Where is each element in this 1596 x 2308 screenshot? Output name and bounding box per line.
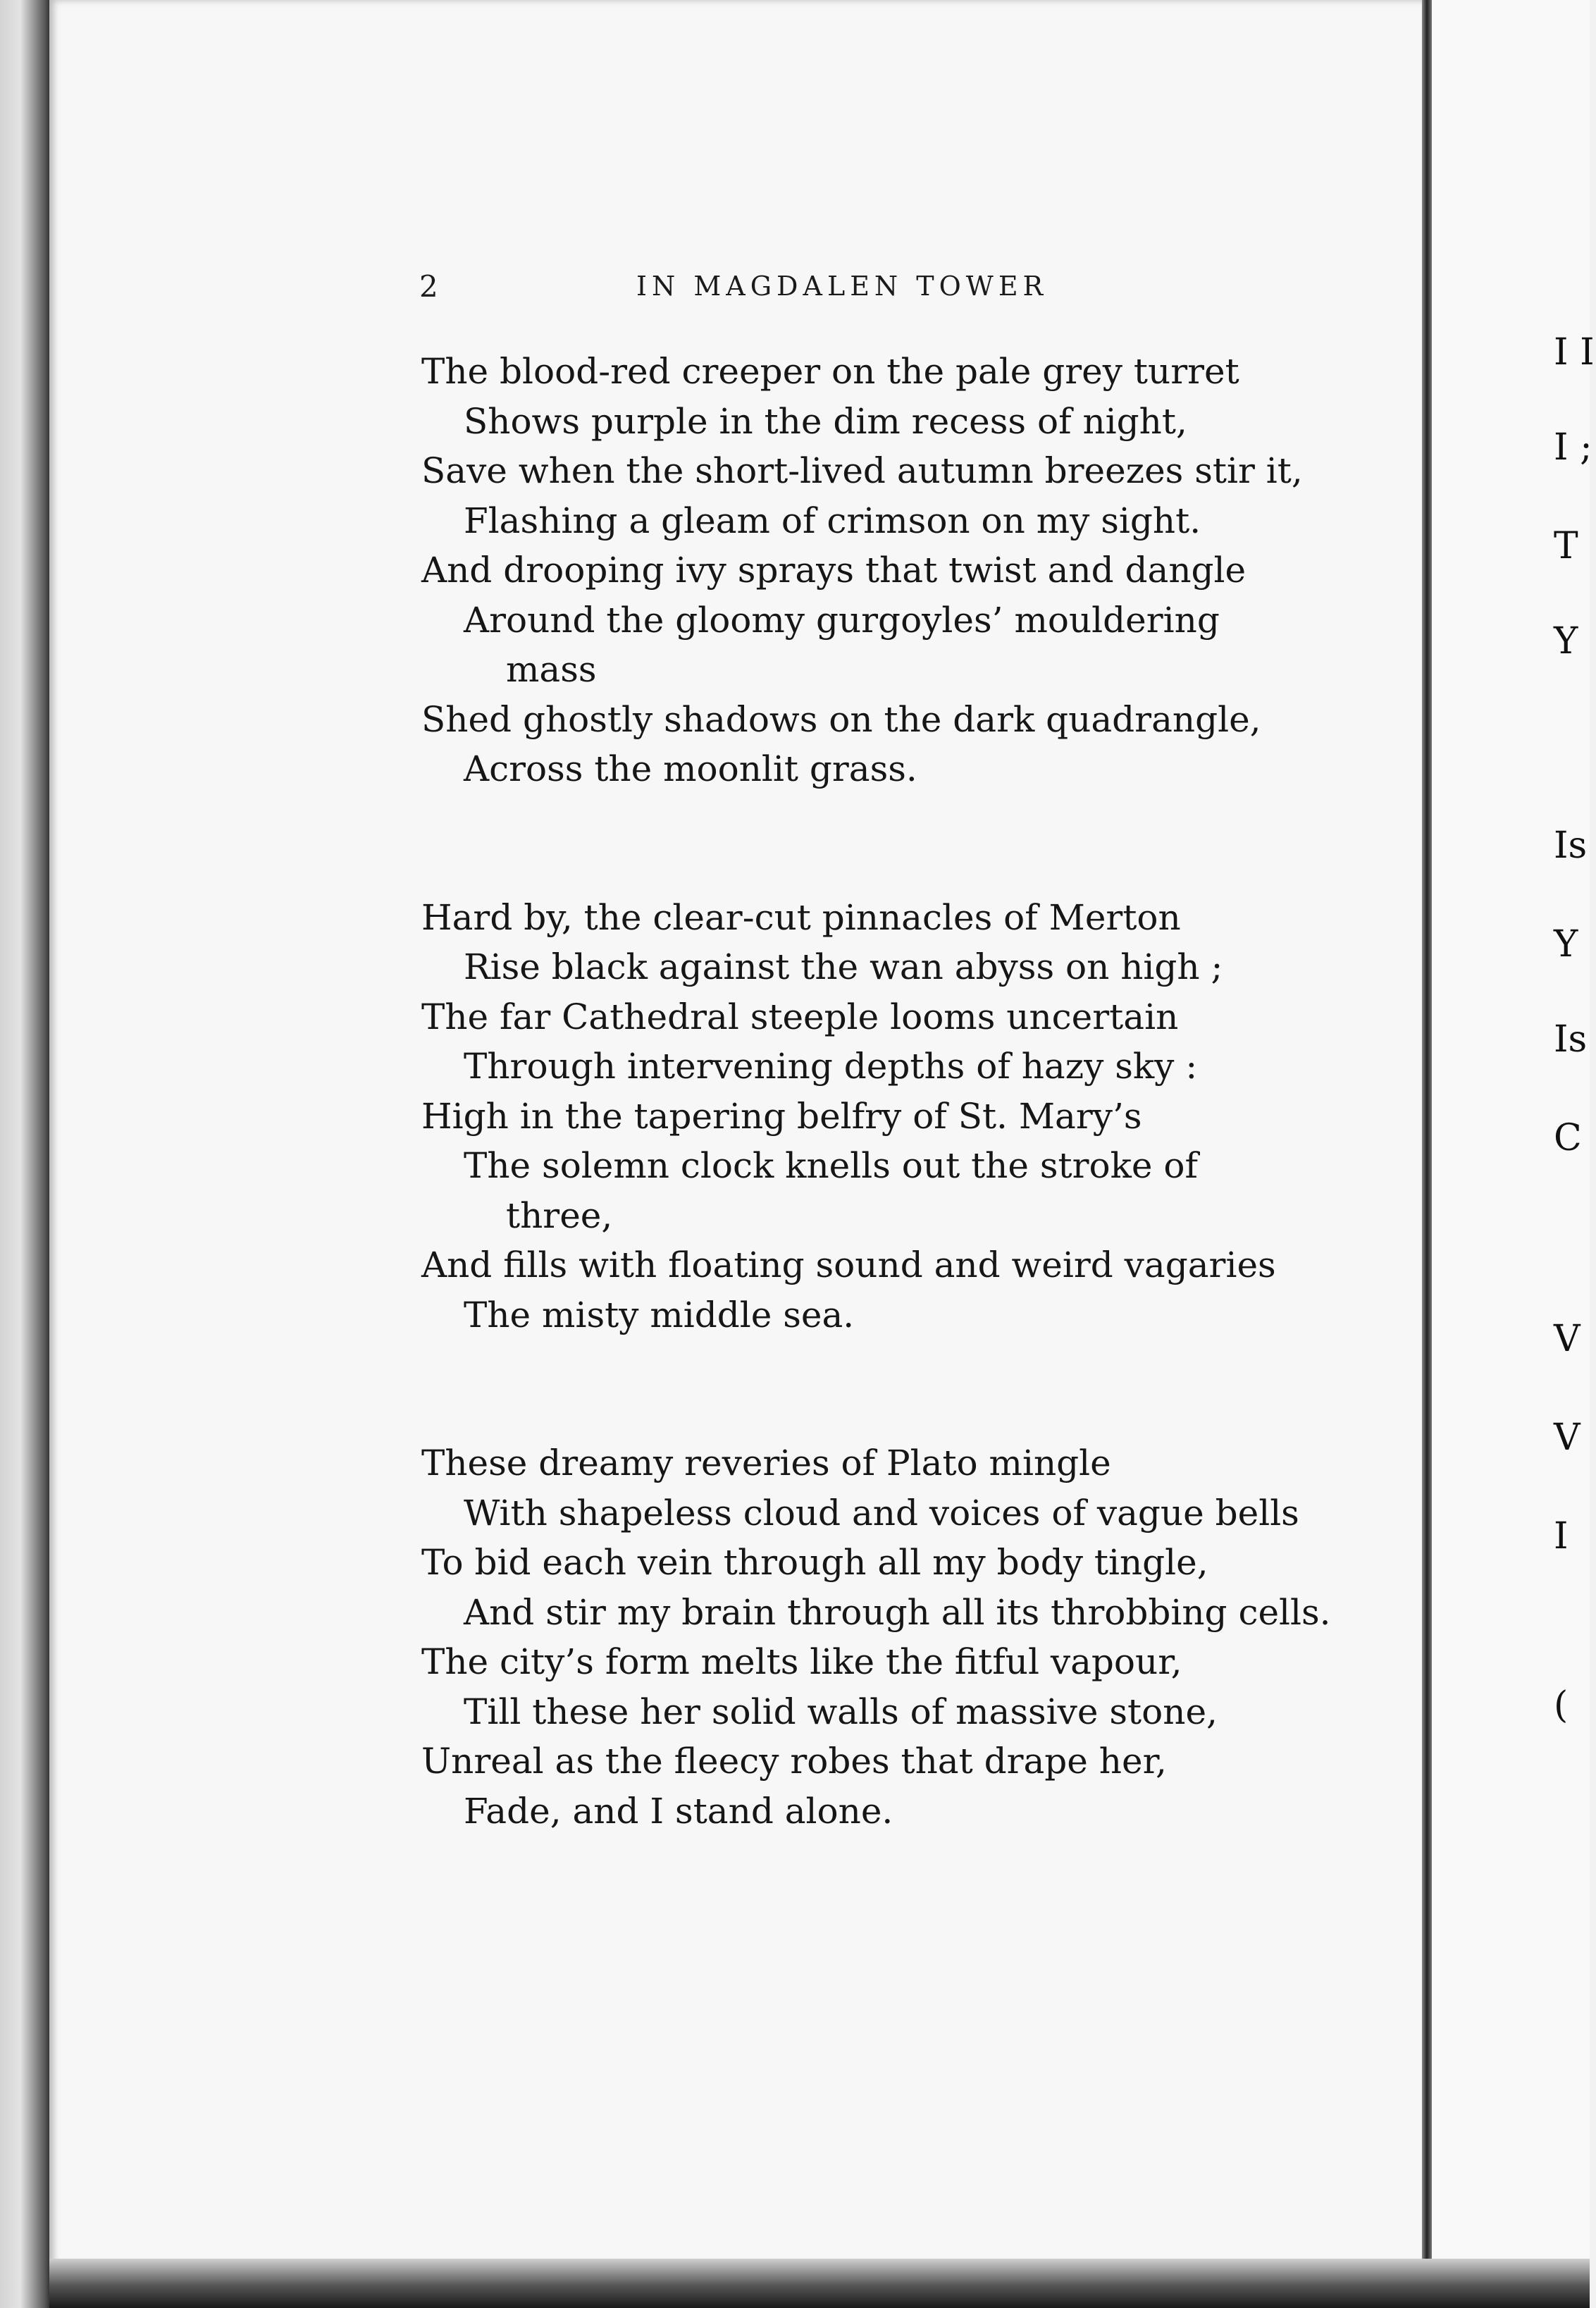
poem-line: three, — [506, 1195, 613, 1236]
poem-line: And stir my brain through all its throbbing cells. — [464, 1591, 1331, 1633]
poem-line: The misty middle sea. — [464, 1294, 855, 1335]
poem-line: These dreamy reveries of Plato mingle — [421, 1443, 1111, 1483]
running-head — [419, 269, 1124, 311]
poem-line: Around the gloomy gurgoyles’ mouldering — [464, 599, 1220, 641]
facing-page-fragment: I I — [1554, 331, 1595, 374]
page-number: 2 — [419, 269, 438, 304]
facing-page-fragment: ( — [1554, 1684, 1569, 1727]
poem-line: Flashing a gleam of crimson on my sight. — [464, 500, 1201, 541]
poem-body — [421, 347, 1337, 1934]
facing-page-text — [1554, 0, 1596, 2308]
facing-page-fragment: I ; — [1554, 426, 1592, 469]
poem-line: The solemn clock knells out the stroke of — [464, 1145, 1199, 1186]
facing-page-fragment: Y — [1554, 620, 1578, 662]
poem-line: The far Cathedral steeple looms uncertain — [421, 996, 1179, 1037]
poem-line: The city’s form melts like the fitful vapour, — [421, 1641, 1182, 1682]
poem-line: Shed ghostly shadows on the dark quadrangle, — [421, 698, 1261, 740]
poem-line: Rise black against the wan abyss on high ; — [464, 946, 1223, 987]
poem-line: Save when the short-lived autumn breezes stir it, — [421, 450, 1303, 491]
poem-line: Unreal as the fleecy robes that drape her, — [421, 1741, 1167, 1782]
stanza — [421, 347, 1337, 794]
poem-line: Fade, and I stand alone. — [464, 1790, 893, 1832]
poem-line: Across the moonlit grass. — [464, 748, 917, 789]
poem-line: The blood-red creeper on the pale grey turret — [421, 351, 1239, 392]
stanza — [421, 1438, 1337, 1836]
facing-page-fragment: V — [1554, 1318, 1580, 1360]
facing-page-fragment: Is — [1554, 1018, 1588, 1061]
poem-line: mass — [506, 649, 597, 690]
poem-line: And drooping ivy sprays that twist and dangle — [421, 550, 1247, 591]
poem-line: With shapeless cloud and voices of vague bells — [464, 1492, 1299, 1533]
poem-line: High in the tapering belfry of St. Mary’s — [421, 1095, 1142, 1137]
poem-line: Till these her solid walls of massive stone, — [464, 1691, 1218, 1732]
facing-page-fragment: I — [1554, 1515, 1569, 1557]
facing-page-fragment: C — [1554, 1117, 1582, 1159]
running-title: IN MAGDALEN TOWER — [636, 271, 1048, 302]
facing-page-fragment: T — [1554, 525, 1578, 567]
poem-line: Hard by, the clear-cut pinnacles of Merton — [421, 896, 1181, 938]
facing-page-fragment: V — [1554, 1417, 1580, 1459]
poem-line: Shows purple in the dim recess of night, — [464, 400, 1187, 442]
facing-page-fragment: Y — [1554, 923, 1578, 965]
poem-line: And fills with floating sound and weird vagaries — [421, 1245, 1276, 1285]
stanza — [421, 893, 1337, 1340]
poem-line: Through intervening depths of hazy sky : — [464, 1046, 1198, 1087]
facing-page-fragment: Is — [1554, 825, 1588, 867]
poem-line: To bid each vein through all my body tingle, — [421, 1542, 1208, 1583]
